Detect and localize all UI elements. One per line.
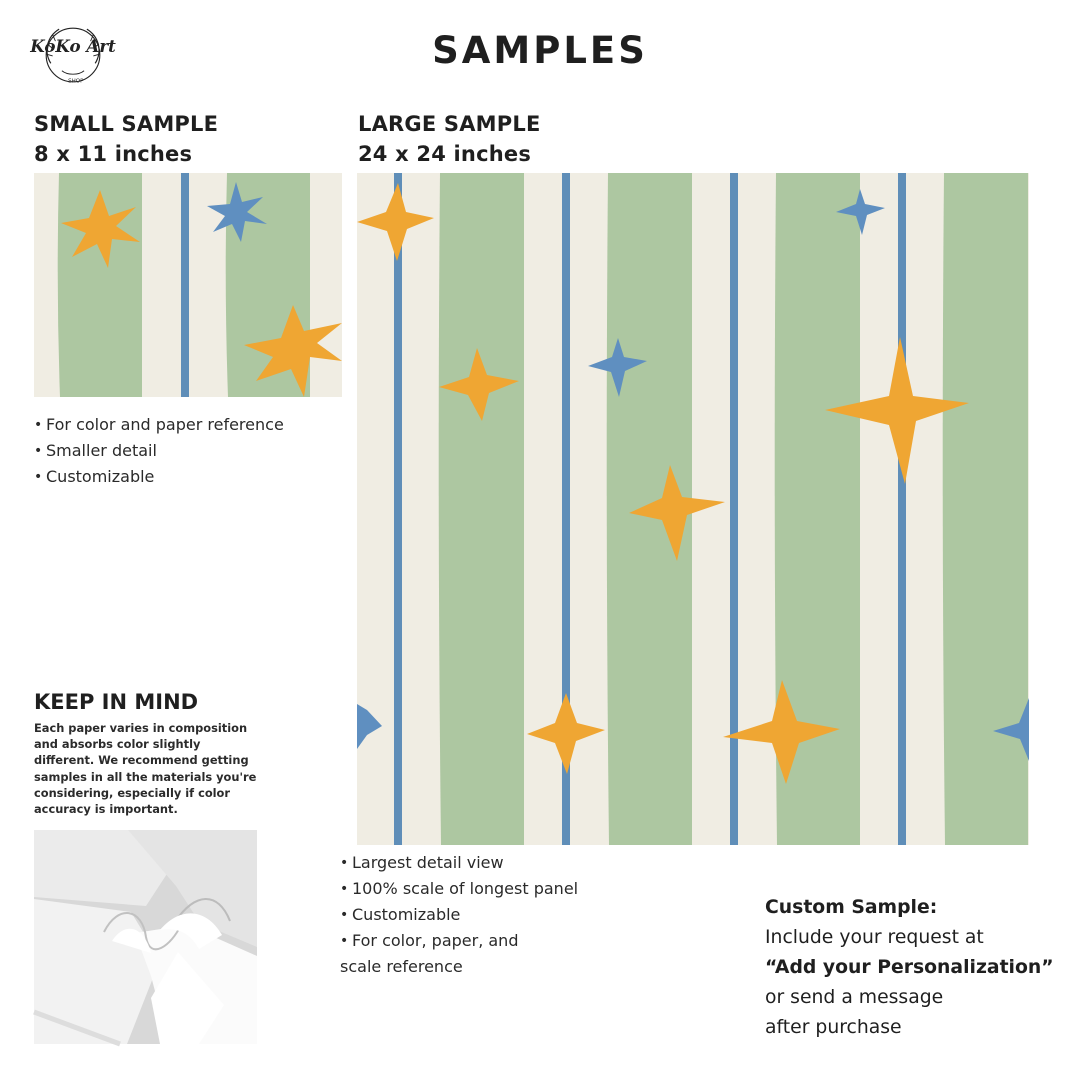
large-bullet-1: • Largest detail view bbox=[340, 850, 670, 876]
small-bullet-1: • For color and paper reference bbox=[34, 412, 344, 438]
custom-sample-line-3: or send a message bbox=[765, 987, 944, 1008]
small-bullet-2: • Smaller detail bbox=[34, 438, 344, 464]
paper-sheets-photo bbox=[34, 830, 257, 1044]
large-bullet-4-line-1: For color, paper, and bbox=[352, 931, 519, 950]
large-sample-pattern bbox=[357, 173, 1029, 845]
keep-in-mind-heading: KEEP IN MIND bbox=[34, 690, 199, 714]
small-bullet-3: • Customizable bbox=[34, 464, 344, 490]
page-title: SAMPLES bbox=[432, 29, 648, 72]
custom-sample-heading: Custom Sample: bbox=[765, 897, 938, 918]
custom-sample-line-4: after purchase bbox=[765, 1017, 902, 1038]
small-sample-bullets bbox=[34, 412, 344, 490]
keep-in-mind-text: Each paper varies in composition and absorbs color slightly different. We recommend getting samples in all the materials you're considering, especially if color accuracy is important. bbox=[34, 721, 257, 817]
large-bullet-4 bbox=[340, 928, 670, 980]
small-sample-pattern bbox=[34, 173, 342, 397]
large-sample-bullets bbox=[340, 850, 670, 980]
custom-sample-highlight: “Add your Personalization” bbox=[765, 957, 1054, 978]
large-bullet-3: • Customizable bbox=[340, 902, 670, 928]
large-sample-heading bbox=[358, 109, 718, 169]
logo-text-top: KoKo Art bbox=[30, 36, 116, 57]
small-sample-size: 8 x 11 inches bbox=[34, 142, 193, 166]
custom-sample-info bbox=[765, 893, 1065, 1043]
large-bullet-2: • 100% scale of longest panel bbox=[340, 876, 670, 902]
large-bullet-4-line-2: scale reference bbox=[340, 957, 463, 976]
small-sample-heading bbox=[34, 109, 324, 169]
small-pattern-svg bbox=[34, 173, 342, 397]
large-sample-size: 24 x 24 inches bbox=[358, 142, 532, 166]
small-sample-title: SMALL SAMPLE bbox=[34, 112, 219, 136]
paper-sheets-svg bbox=[34, 830, 257, 1044]
logo-subtext: SHOP bbox=[68, 78, 84, 85]
custom-sample-line-1: Include your request at bbox=[765, 927, 984, 948]
large-pattern-svg bbox=[357, 173, 1029, 845]
large-sample-title: LARGE SAMPLE bbox=[358, 112, 541, 136]
